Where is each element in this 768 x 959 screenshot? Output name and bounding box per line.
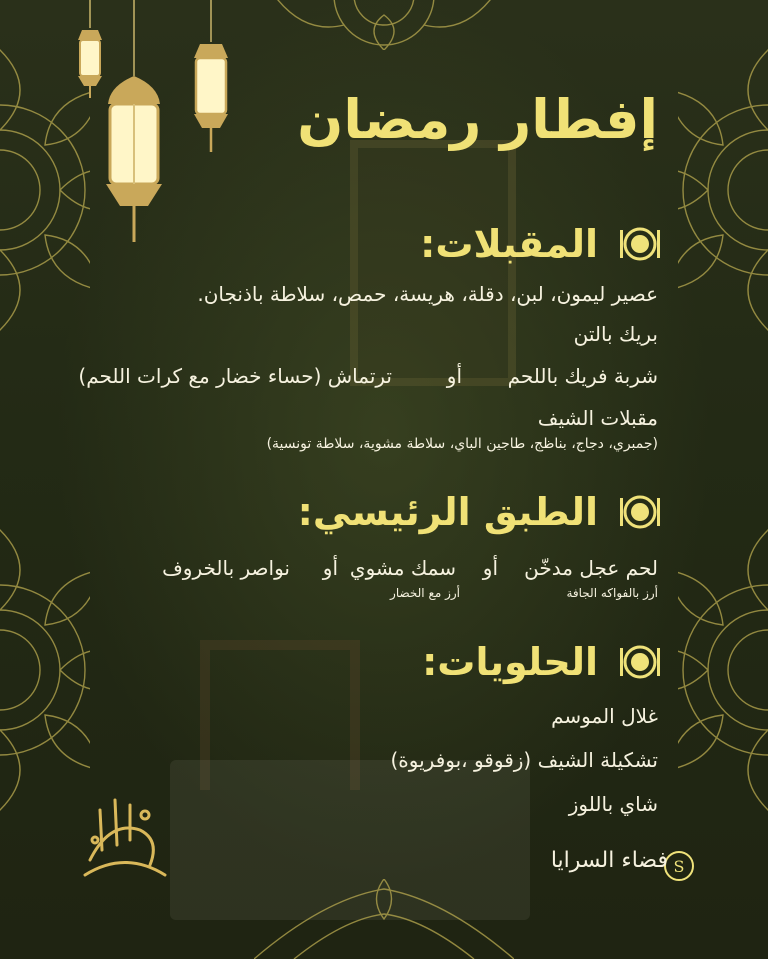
starters-soup-a: شربة فريك باللحم bbox=[507, 364, 658, 388]
plate-cutlery-icon bbox=[618, 644, 662, 680]
mandala-ornament-icon bbox=[678, 40, 768, 340]
main-option-2-side: أرز مع الخضار bbox=[390, 586, 460, 600]
section-heading-main: الطبق الرئيسي: bbox=[297, 490, 598, 534]
main-option-1: لحم عجل مدخّن bbox=[524, 556, 658, 580]
section-heading-starters: المقبلات: bbox=[420, 222, 598, 266]
brand-logo-letter: S bbox=[673, 857, 685, 876]
dessert-item-1: غلال الموسم bbox=[551, 704, 658, 728]
dessert-item-2: تشكيلة الشيف (زقوقو ،بوفريوة) bbox=[390, 748, 658, 772]
lantern-icon bbox=[98, 0, 170, 250]
starters-line-2: بريك بالتن bbox=[573, 322, 658, 346]
main-option-2: سمك مشوي bbox=[349, 556, 456, 580]
main-or-2: أو bbox=[322, 556, 338, 580]
main-option-1-side: أرز بالفواكه الجافة bbox=[566, 586, 658, 600]
lantern-icon bbox=[188, 0, 234, 160]
main-or-1: أو bbox=[482, 556, 498, 580]
mandala-ornament-icon bbox=[678, 520, 768, 820]
page-title: إفطار رمضان bbox=[297, 88, 658, 151]
starters-chef: مقبلات الشيف bbox=[537, 406, 658, 430]
mandala-ornament-icon bbox=[0, 520, 90, 820]
plate-cutlery-icon bbox=[618, 494, 662, 530]
main-option-3: نواصر بالخروف bbox=[162, 556, 290, 580]
section-heading-desserts: الحلويات: bbox=[422, 640, 598, 684]
mandala-ornament-icon bbox=[274, 0, 494, 50]
dessert-item-3: شاي باللوز bbox=[568, 792, 658, 816]
starters-line-1: عصير ليمون، لبن، دقلة، هريسة، حمص، سلاطة باذنجان. bbox=[197, 282, 658, 306]
ramadan-mubarak-calligraphy-icon bbox=[70, 780, 180, 890]
starters-chef-details: (جمبري، دجاج، بناظج، طاجين الباي، سلاطة مشوية، سلاطة تونسية) bbox=[266, 436, 658, 452]
brand-name: فضاء السرايا bbox=[550, 848, 668, 873]
plate-cutlery-icon bbox=[618, 226, 662, 262]
starters-soup-b: ترتماش (حساء خضار مع كرات اللحم) bbox=[78, 364, 392, 388]
mandala-ornament-icon bbox=[254, 879, 514, 959]
starters-or: أو bbox=[446, 364, 462, 388]
